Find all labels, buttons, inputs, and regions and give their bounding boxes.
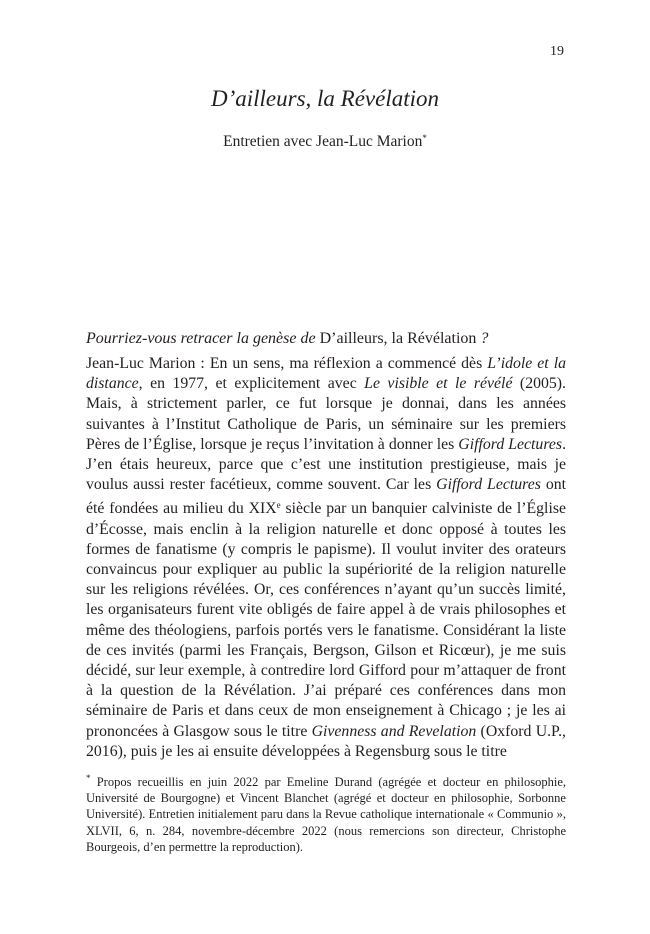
answer-segment: Le visible et le révélé (364, 375, 513, 393)
answer-segment: (Oxford U.P., 2016), puis je les ai ensuite développées à Regensburg sous le titre (86, 722, 566, 760)
subtitle-text: Entretien avec Jean-Luc Marion (223, 133, 423, 150)
interview-question (86, 330, 566, 348)
answer-segment: Gifford Lectures (458, 435, 563, 453)
question-italic: Pourriez-vous retracer la genèse de (86, 330, 320, 347)
answer-segment: Givenness and Revelation (311, 722, 477, 740)
answer-segment: siècle par un banquier calviniste de l’Église d’Écosse, mais enclin à la religion naturelle et donc opposé à toutes les formes de fanatisme (y compris le papisme). Il voulut inviter des orateurs convaincus pour expliquer au public la supériorité de la religion naturelle sur les religions révélées. Or, ces conférences n’ayant qu’un succès limité, les organisateurs furent vite obligés de faire appel à de vrais philosophes et même des théologiens, parfois portés vers le fanatisme. Considérant la liste de ces invités (parmi les Français, Bergson, Gilson et Ricœur), je me suis décidé, sur leur exemple, à contredire lord Gifford pour m’attaquer de front à la question de la Révélation. J’ai préparé ces conférences dans mon séminaire de Paris et dans ceux de mon enseignement à Chicago ; je les ai prononcées à Glasgow sous le titre (86, 500, 566, 740)
chapter-subtitle (0, 133, 650, 151)
footnote-text: Propos recueillis en juin 2022 par Emeline Durand (agrégée et docteur en philosophie, Université de Bourgogne) et Vincent Blanchet (agrégé et docteur en philosophie, Sorbonne Université). Entretien initialement paru dans la Revue catholique internationale « Communio », XLVII, 6, n. 284, novembre-décembre 2022 (nous remercions son directeur, Christophe Bourgeois, d’en permettre la reproduction). (86, 775, 566, 854)
answer-segment: Jean-Luc Marion : En un sens, ma réflexion a commencé dès (86, 355, 488, 372)
question-end: ? (476, 330, 489, 347)
answer-segment: ont été fondées au milieu du XIX (86, 476, 567, 518)
subtitle-footnote-marker: * (422, 133, 427, 143)
answer-segment: Gifford Lectures (436, 476, 541, 494)
footnote-marker: * (86, 773, 91, 783)
page-number: 19 (550, 44, 564, 59)
interview-answer (86, 354, 566, 762)
question-book-title: D’ailleurs, la Révélation (319, 330, 477, 347)
answer-segment: L’idole et la distance (86, 355, 566, 393)
answer-segment: . J’en étais heureux, parce que c’est une institution prestigieuse, mais je voulus aussi rester facétieux, comme souvent. Car les (86, 435, 567, 494)
answer-segment: (2005). Mais, à strictement parler, ce fut lorsque je donnai, dans les années suivantes à l’Institut Catholique de Paris, un séminaire sur les premiers Pères de l’Église, lorsque je reçus l’invitation à donner les (86, 375, 567, 453)
answer-segment: e (276, 500, 281, 511)
answer-segment: , en 1977, et explicitement avec (138, 375, 365, 393)
chapter-title: D’ailleurs, la Révélation (210, 86, 440, 111)
footnote (86, 770, 566, 855)
